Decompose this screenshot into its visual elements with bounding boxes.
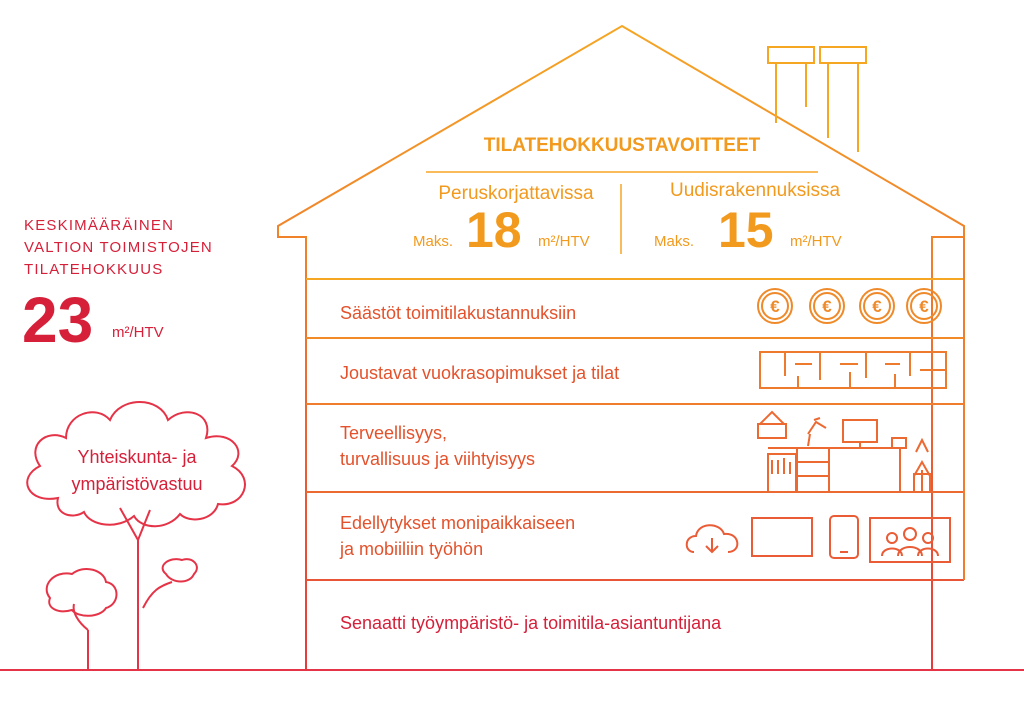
cloud-line-1: Yhteiskunta- ja (77, 447, 197, 467)
house-outline (278, 26, 964, 670)
tree-icon (47, 508, 197, 670)
floor-plan-icon (760, 352, 946, 388)
new-build-label: Uudisrakennuksissa (669, 180, 841, 201)
renovation-unit: m²/HTV (538, 233, 590, 250)
svg-text:€: € (822, 297, 832, 316)
euro-symbols (770, 297, 929, 316)
floor-label-savings: Säästöt toimitilakustannuksiin (340, 303, 577, 323)
new-build-unit: m²/HTV (790, 233, 842, 250)
average-efficiency-value: 23 (22, 284, 94, 356)
heading-line-3: TILATEHOKKUUS (24, 261, 164, 278)
mobile-devices-icon (687, 516, 950, 562)
renovation-prefix: Maks. (413, 233, 454, 250)
svg-text:€: € (919, 297, 929, 316)
floor-label-health (340, 420, 535, 472)
floor-label-senaatti: Senaatti työympäristö- ja toimitila-asiantuntijana (340, 613, 722, 633)
euro-coins-icon (758, 289, 941, 323)
cloud-line-2: ympäristövastuu (71, 474, 203, 494)
heading-line-1: KESKIMÄÄRÄINEN (24, 217, 175, 234)
floor-label-health-line-1: Terveellisyys, (340, 423, 448, 443)
cloud-label (40, 444, 234, 498)
roof-title: TILATEHOKKUUSTAVOITTEET (483, 135, 761, 156)
svg-text:€: € (770, 297, 780, 316)
floor-label-mobile (340, 510, 575, 562)
floor-label-flexible: Joustavat vuokrasopimukset ja tilat (340, 363, 620, 383)
floor-label-health-line-2: turvallisuus ja viihtyisyys (340, 449, 536, 469)
office-desk-icon (758, 412, 930, 492)
renovation-label: Peruskorjattavissa (438, 183, 594, 204)
new-build-value: 15 (718, 202, 774, 258)
heading-line-2: VALTION TOIMISTOJEN (24, 239, 213, 256)
floor-label-mobile-line-2: ja mobiiliin työhön (340, 539, 484, 559)
average-efficiency-unit: m²/HTV (112, 324, 164, 341)
new-build-prefix: Maks. (654, 233, 695, 250)
floor-label-mobile-line-1: Edellytykset monipaikkaiseen (340, 513, 576, 533)
average-efficiency-heading (24, 215, 213, 281)
renovation-value: 18 (466, 202, 522, 258)
svg-text:€: € (872, 297, 882, 316)
